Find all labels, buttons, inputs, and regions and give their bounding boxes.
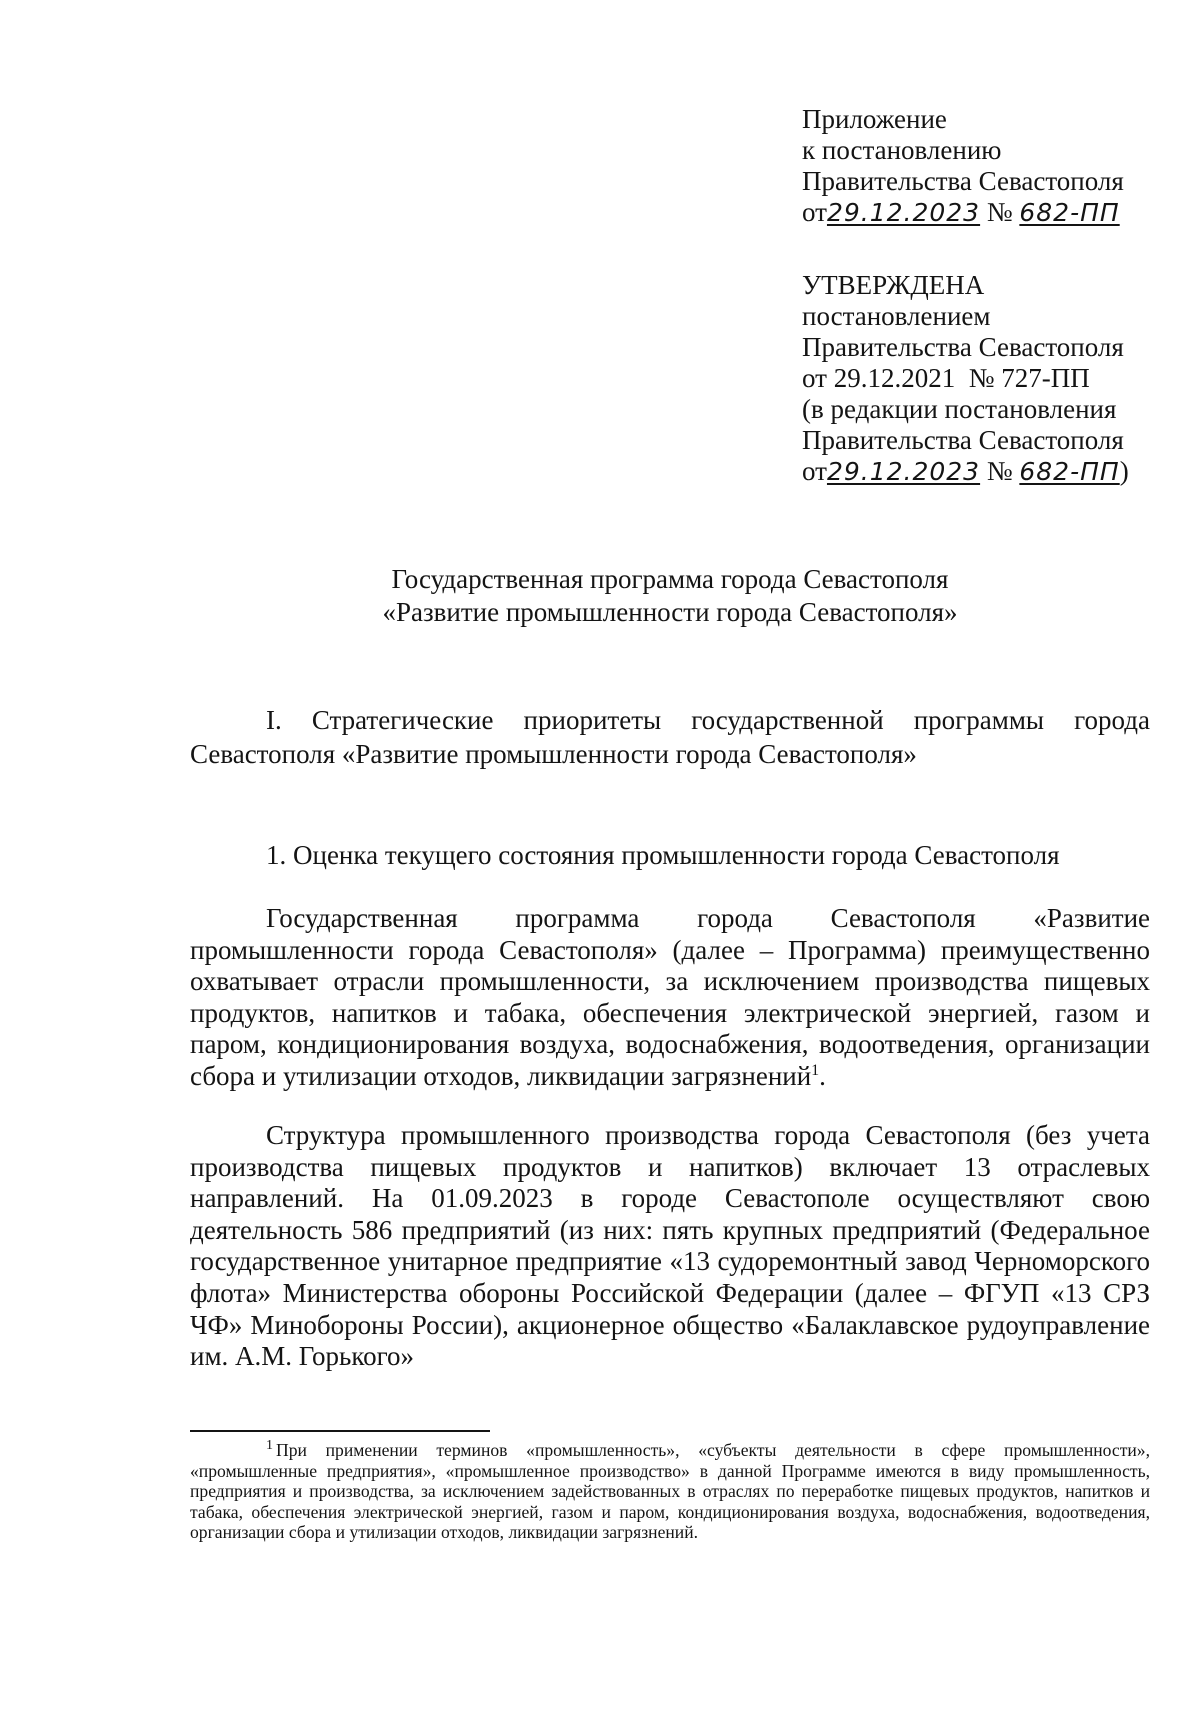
footnote-mark: 1 bbox=[266, 1438, 273, 1454]
approved-handwritten-date: 29.12.2023 bbox=[826, 457, 981, 486]
approved-line-5: (в редакции постановления bbox=[802, 394, 1117, 424]
paragraph-2-text: Структура промышленного производства города Севастополя (без учета производства пищевых продуктов и напитков) включает 13 отраслевых направлений. На 01.09.2023 в городе Севастополе осуществляют свою деятельность 586 предприятий (из них: пять крупных предприятий (Федеральное государственное унитарное предприятие «13 судоремонтный завод Черноморского флота» Министерства обороны Российской Федерации (далее – ФГУП «13 СРЗ ЧФ» Минобороны России), акционерное общество «Балаклавское рудоуправление им. А.М. Горького» bbox=[190, 1120, 1150, 1372]
approved-date-line bbox=[802, 456, 1182, 487]
approved-handwritten-number: 682-ПП bbox=[1019, 457, 1120, 486]
footnote-reference: 1 bbox=[811, 1061, 820, 1079]
appendix-number-prefix: № bbox=[986, 197, 1013, 227]
appendix-line-3: Правительства Севастополя bbox=[802, 166, 1124, 196]
approved-line-6: Правительства Севастополя bbox=[802, 425, 1124, 455]
section-heading-line-2: Севастополя «Развитие промышленности города Севастополя» bbox=[190, 739, 917, 769]
section-heading bbox=[190, 703, 1150, 771]
appendix-line-1: Приложение bbox=[802, 104, 947, 134]
footnote-divider bbox=[190, 1430, 490, 1432]
approved-line-1: УТВЕРЖДЕНА bbox=[802, 270, 985, 300]
footnote bbox=[190, 1440, 1150, 1543]
appendix-line-2: к постановлению bbox=[802, 135, 1002, 165]
approved-date-prefix: от bbox=[802, 456, 827, 486]
appendix-handwritten-date: 29.12.2023 bbox=[826, 198, 981, 227]
approved-line-2: постановлением bbox=[802, 301, 991, 331]
appendix-date-line bbox=[802, 197, 1182, 228]
paragraph-1-text: Государственная программа города Севастополя «Развитие промышленности города Севастополя» (далее – Программа) преимущественно охватывает отрасли промышленности, за исключением производства пищевых продуктов, напитков и табака, обеспечения электрической энергией, газом и паром, кондиционирования воздуха, водоснабжения, водоотведения, организации сбора и утилизации отходов, ликвидации загрязнений bbox=[190, 903, 1150, 1091]
program-title bbox=[190, 563, 1150, 629]
approved-line-4: от 29.12.2021 № 727-ПП bbox=[802, 363, 1090, 393]
approved-closing-paren: ) bbox=[1119, 456, 1129, 486]
approved-block bbox=[802, 270, 1182, 487]
program-title-line-1: Государственная программа города Севастополя bbox=[391, 564, 949, 594]
paragraph-1-end: . bbox=[819, 1060, 826, 1091]
section-heading-line-1: I. Стратегические приоритеты государственной программы города bbox=[266, 705, 1150, 735]
approved-number-prefix: № bbox=[986, 456, 1013, 486]
paragraph-1 bbox=[190, 903, 1150, 1093]
approved-line-3: Правительства Севастополя bbox=[802, 332, 1124, 362]
appendix-date-prefix: от bbox=[802, 197, 827, 227]
subsection-heading: 1. Оценка текущего состояния промышленности города Севастополя bbox=[266, 840, 1060, 870]
program-title-line-2: «Развитие промышленности города Севастополя» bbox=[382, 597, 958, 627]
footnote-text: При применении терминов «промышленность», «субъекты деятельности в сфере промышленности», «промышленные предприятия», «промышленное производство» в данной Программе имеются в виду промышленность, предприятия и производства, за исключением задействованных в отраслях по переработке пищевых продуктов, напитков и табака, обеспечения электрической энергией, газом и паром, кондиционирования воздуха, водоснабжения, водоотведения, организации сбора и утилизации отходов, ликвидации загрязнений. bbox=[190, 1440, 1150, 1542]
paragraph-2 bbox=[190, 1120, 1150, 1373]
appendix-handwritten-number: 682-ПП bbox=[1019, 198, 1120, 227]
appendix-block bbox=[802, 104, 1182, 228]
